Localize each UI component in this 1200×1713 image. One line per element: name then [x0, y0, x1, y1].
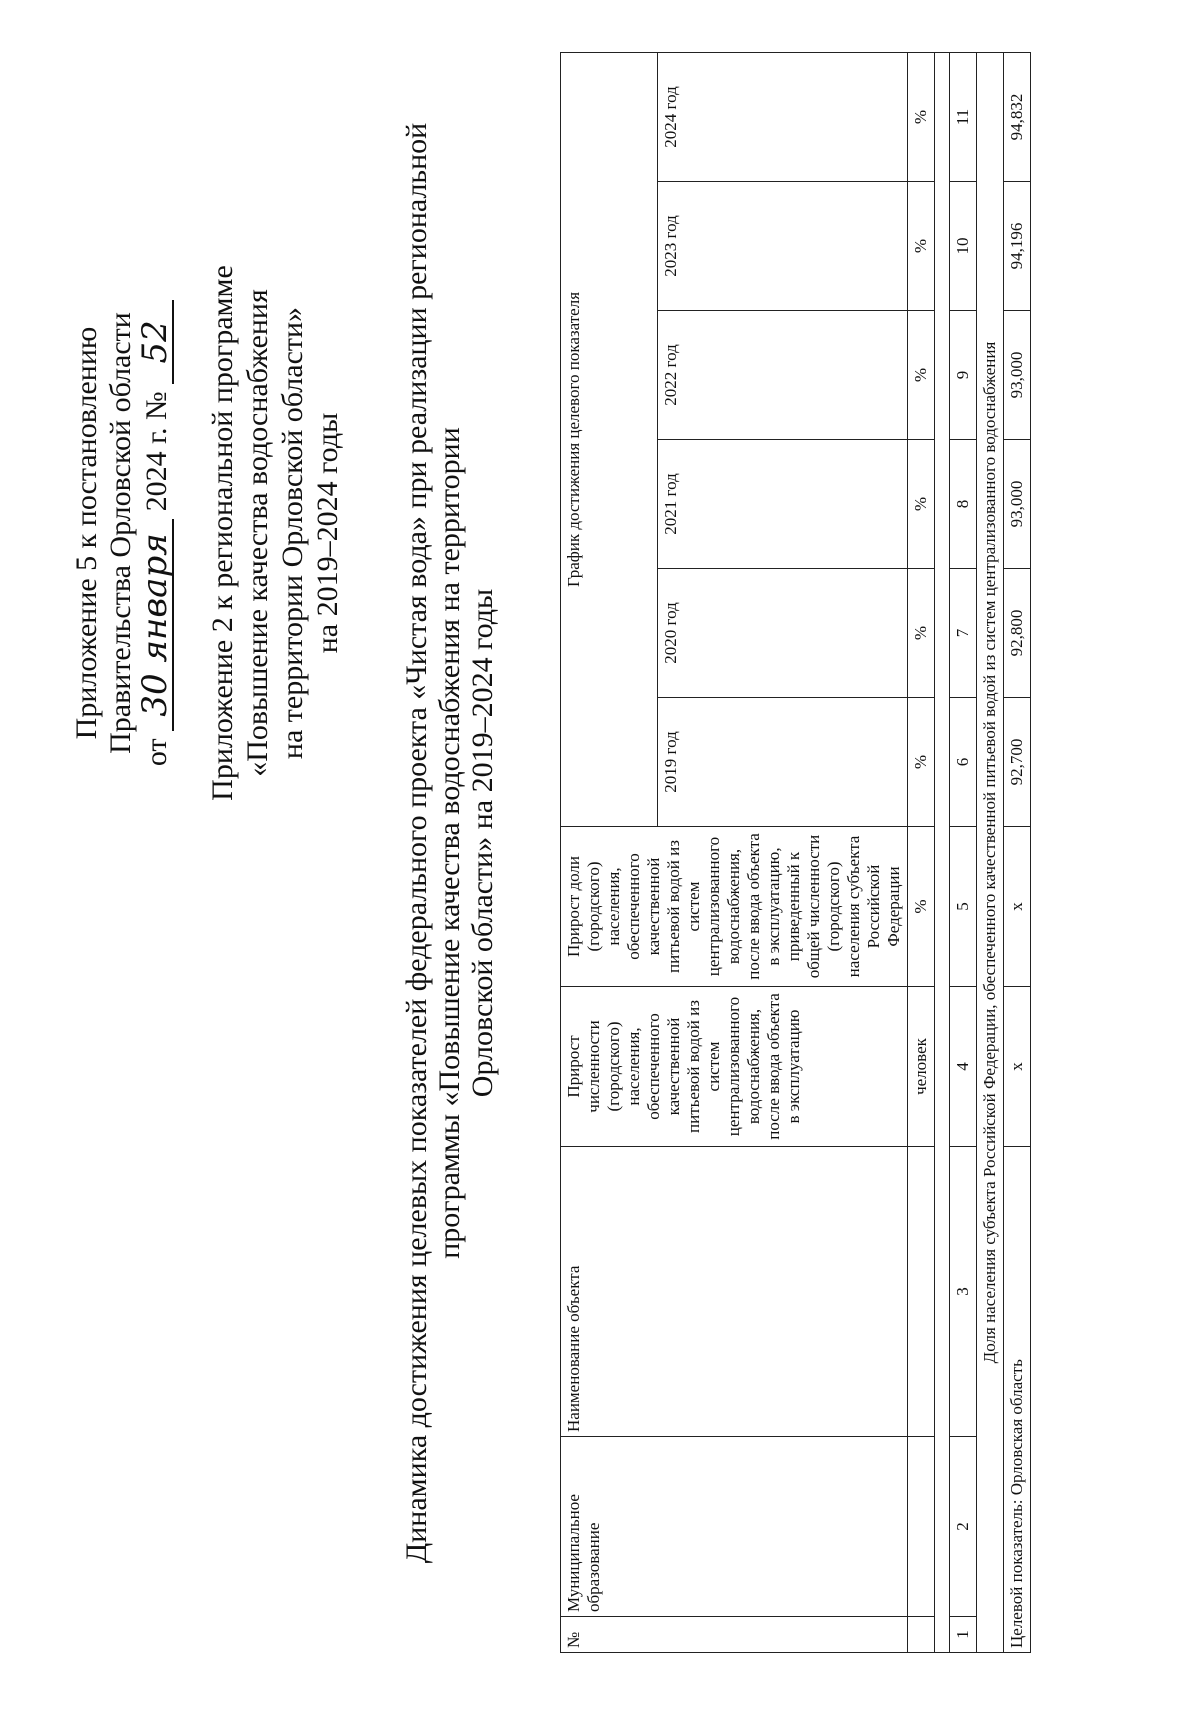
unit-empty-2	[908, 1437, 935, 1617]
unit-year-2024: %	[908, 53, 935, 182]
header-municipality: Муниципальное образование	[561, 1437, 908, 1617]
unit-year-2022: %	[908, 311, 935, 440]
target-indicator-row	[1004, 53, 1031, 1653]
from-label: от	[140, 738, 173, 767]
header-num: №	[561, 1617, 908, 1653]
government-line: Правительства Орловской области	[104, 312, 137, 754]
handwritten-date: 30 января	[138, 519, 174, 731]
column-number: 2	[950, 1437, 977, 1617]
appendix-header	[70, 83, 174, 983]
program-appendix-header	[205, 83, 345, 983]
header-year-2024: 2024 год	[658, 53, 908, 182]
column-number: 9	[950, 311, 977, 440]
section-title-row	[977, 53, 1004, 1653]
unit-year-2021: %	[908, 440, 935, 569]
title-line-3: Орловской области» на 2019–2024 годы	[466, 588, 499, 1098]
column-number: 6	[950, 698, 977, 827]
target-value-2022: 93,000	[1004, 311, 1031, 440]
date-line	[135, 83, 175, 983]
target-share-value: x	[1004, 827, 1031, 987]
column-number: 8	[950, 440, 977, 569]
year-text: 2024 г. №	[140, 391, 173, 512]
target-population-value: x	[1004, 987, 1031, 1147]
column-number: 4	[950, 987, 977, 1147]
header-schedule: График достижения целевого показателя	[561, 53, 658, 827]
document-title	[400, 13, 499, 1673]
section-title: Доля населения субъекта Российской Федерации, обеспеченного качественной питьевой водой из систем централизованного водоснабжения	[977, 53, 1004, 1653]
header-object-name: Наименование объекта	[561, 1147, 908, 1437]
unit-empty-1	[908, 1617, 935, 1653]
appendix-line: Приложение 5 к постановлению	[70, 326, 103, 740]
unit-year-2019: %	[908, 698, 935, 827]
unit-year-2023: %	[908, 182, 935, 311]
program-appendix-line-4: на 2019–2024 годы	[311, 412, 344, 654]
title-line-1: Динамика достижения целевых показателей федерального проекта «Чистая вода» при реализации региональной	[400, 122, 433, 1564]
target-value-2024: 94,832	[1004, 53, 1031, 182]
target-indicator-label: Целевой показатель: Орловская область	[1004, 1147, 1031, 1653]
target-value-2020: 92,800	[1004, 569, 1031, 698]
unit-year-2020: %	[908, 569, 935, 698]
header-year-2023: 2023 год	[658, 182, 908, 311]
table-gap	[935, 53, 950, 1653]
header-share-growth: Прирост доли (городского) населения, обеспеченного качественной питьевой водой из систем централизованного водоснабжения, после ввода объекта в эксплуатацию, приведенный к общей численности (городского) населения субъекта Российской Федерации	[561, 827, 908, 987]
handwritten-number: 52	[138, 300, 174, 384]
column-number: 1	[950, 1617, 977, 1653]
column-number: 5	[950, 827, 977, 987]
indicators-table	[560, 52, 1031, 1653]
header-row-1	[561, 53, 658, 1653]
column-number: 10	[950, 182, 977, 311]
header-population-growth: Прирост численности (городского) населения, обеспеченного качественной питьевой водой из систем централизованного водоснабжения, после ввода объекта в эксплуатацию	[561, 987, 908, 1147]
unit-share: %	[908, 827, 935, 987]
column-number: 11	[950, 53, 977, 182]
units-row	[908, 53, 935, 1653]
target-value-2019: 92,700	[1004, 698, 1031, 827]
target-value-2023: 94,196	[1004, 182, 1031, 311]
header-year-2021: 2021 год	[658, 440, 908, 569]
column-number: 7	[950, 569, 977, 698]
column-numbers-row	[950, 53, 977, 1653]
program-appendix-line-2: «Повышение качества водоснабжения	[241, 289, 274, 777]
title-line-2: программы «Повышение качества водоснабжения на территории	[433, 427, 466, 1259]
target-value-2021: 93,000	[1004, 440, 1031, 569]
column-number: 3	[950, 1147, 977, 1437]
unit-empty-3	[908, 1147, 935, 1437]
header-year-2022: 2022 год	[658, 311, 908, 440]
program-appendix-line-3: на территории Орловской области»	[276, 306, 309, 760]
header-year-2020: 2020 год	[658, 569, 908, 698]
unit-population: человек	[908, 987, 935, 1147]
program-appendix-line-1: Приложение 2 к региональной программе	[206, 265, 239, 801]
header-year-2019: 2019 год	[658, 698, 908, 827]
